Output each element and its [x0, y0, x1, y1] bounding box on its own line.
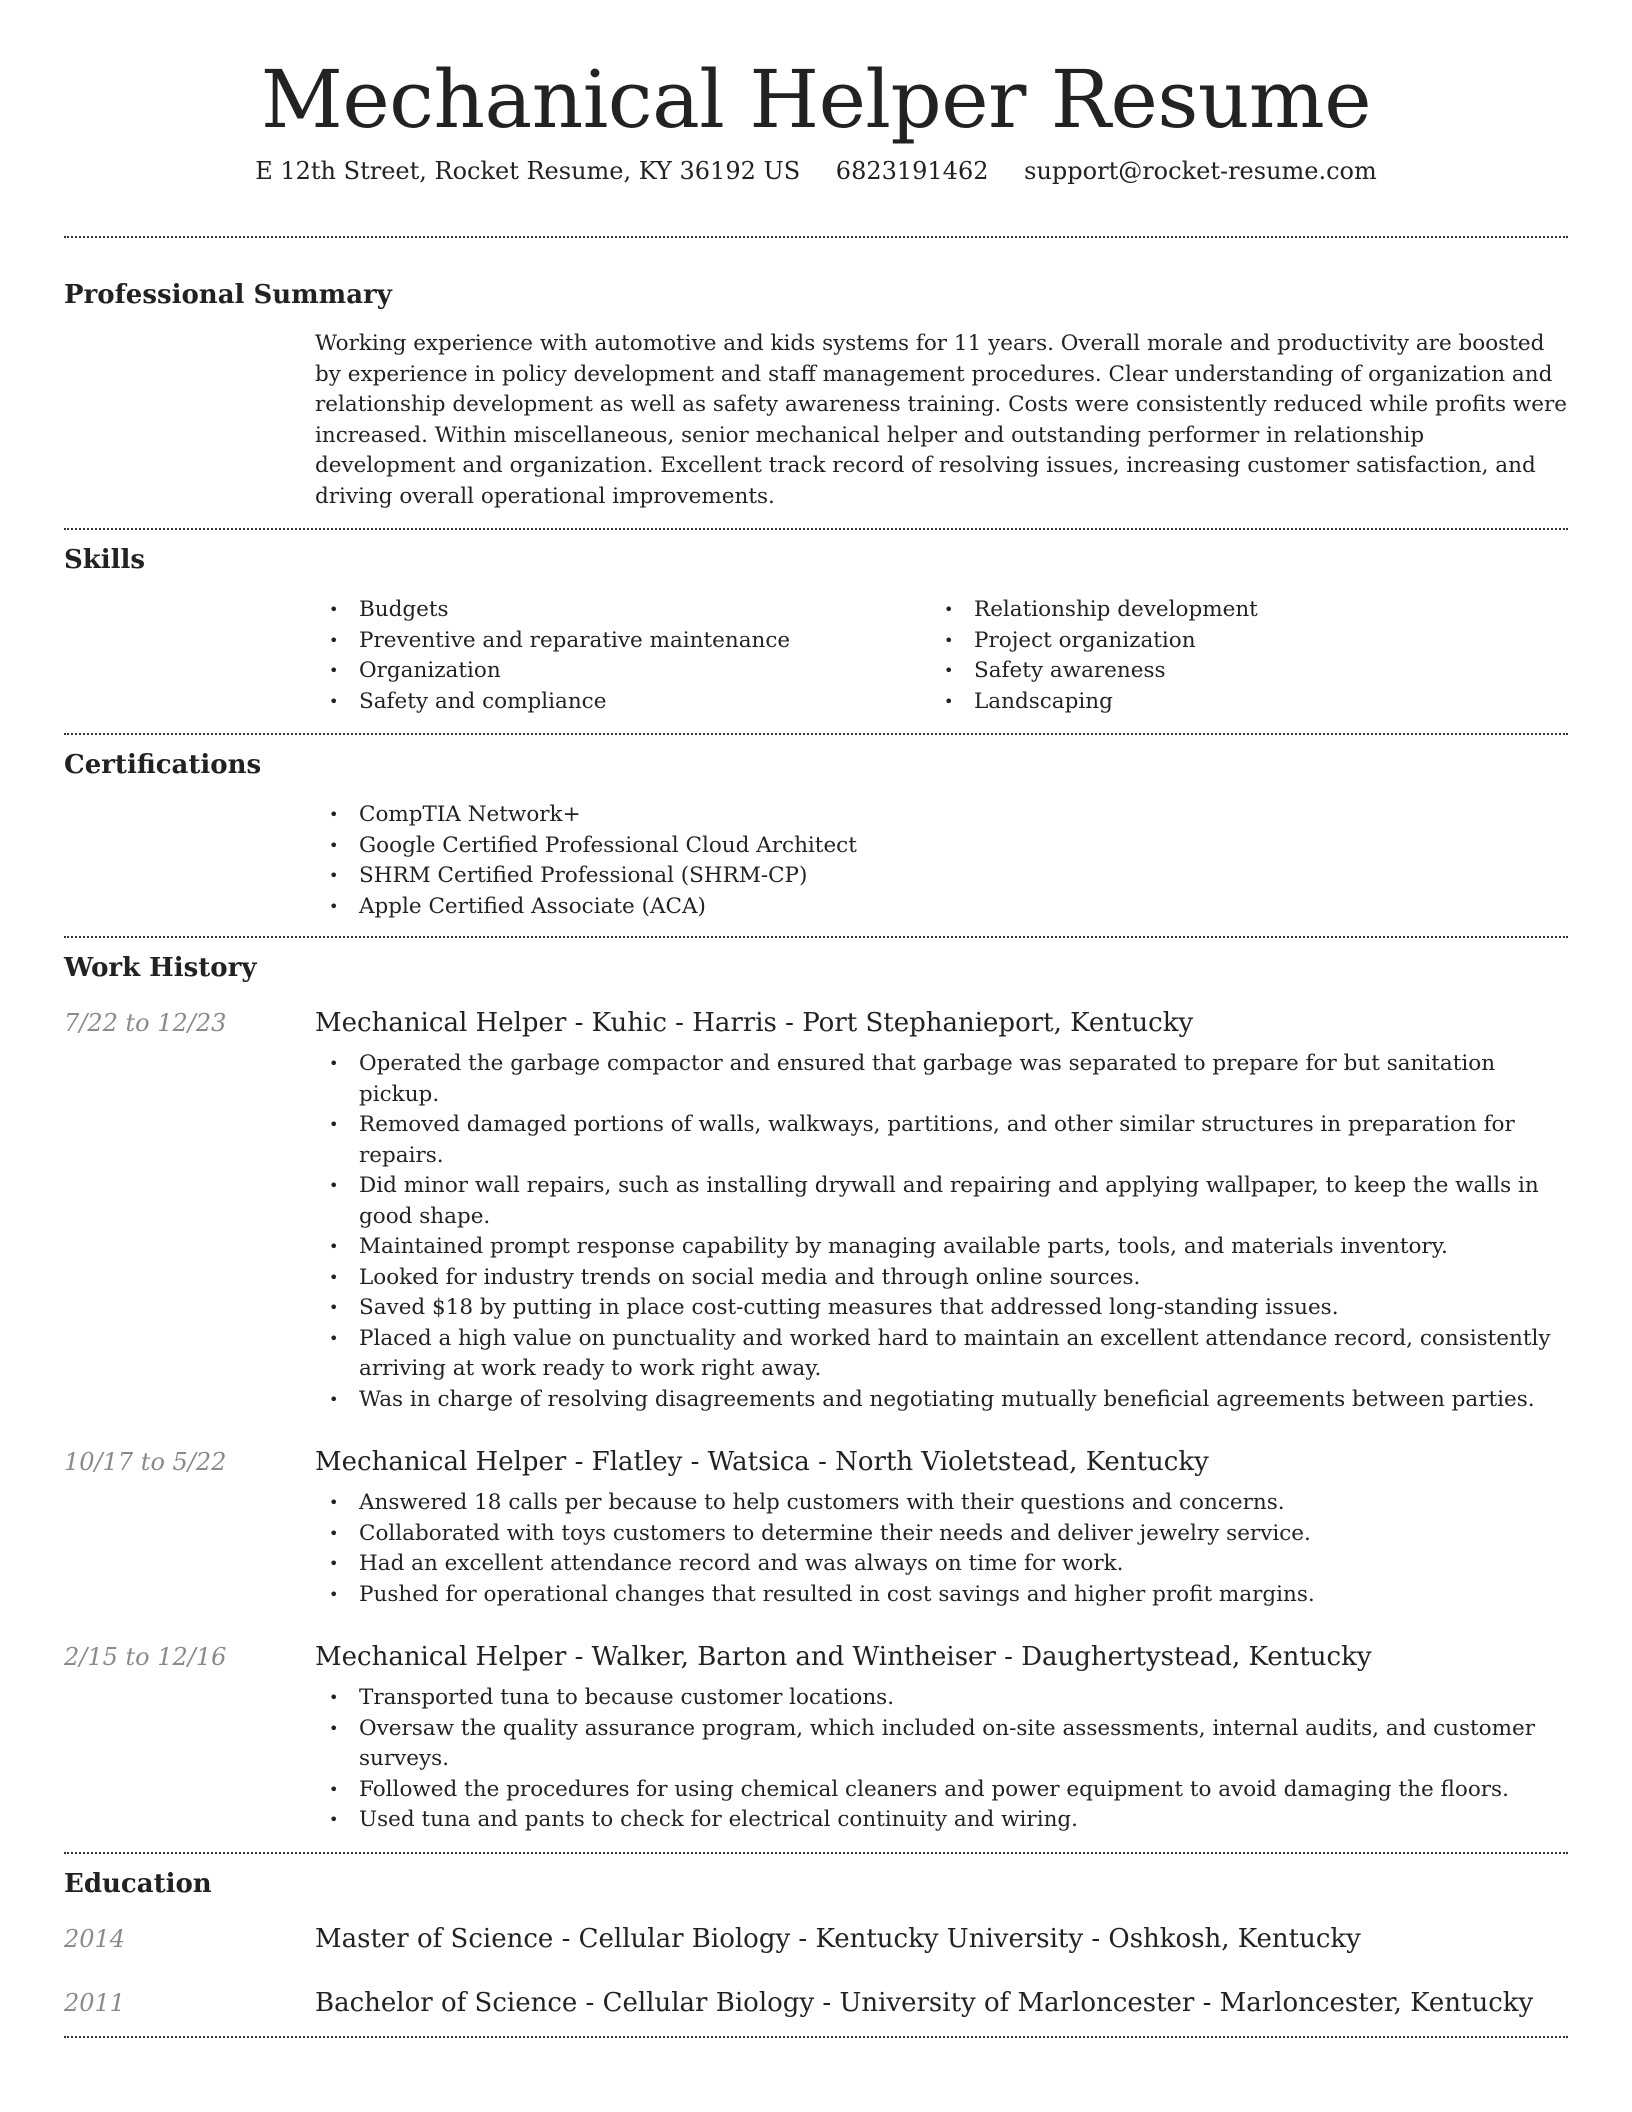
job-dates: 2/15 to 12/16	[64, 1643, 227, 1671]
skills-list-left	[315, 595, 930, 717]
section-heading-work-history: Work History	[64, 953, 257, 983]
resume-page	[64, 0, 1568, 2038]
section-heading-summary: Professional Summary	[64, 280, 392, 310]
summary-text: Working experience with automotive and kids systems for 11 years. Overall morale and productivity are boosted by experience in policy development and staff management procedures. Clear understanding of organization and relationship development as well as safety awareness training. Costs were consistently reduced while profits were increased. Within miscellaneous, senior mechanical helper and outstanding performer in relationship development and organization. Excellent track record of resolving issues, increasing customer satisfaction, and driving overall operational improvements.	[315, 331, 1567, 509]
skills-list-right	[930, 595, 1545, 717]
job-bullet: • Answered 18 calls per because to help customers with their questions and concerns.	[315, 1488, 1568, 1519]
skills-grid	[315, 595, 1568, 717]
divider	[64, 733, 1568, 735]
job-bullet: • Transported tuna to because customer locations.	[315, 1683, 1568, 1714]
education-section	[64, 1867, 1568, 2018]
skill-item: • Safety awareness	[930, 656, 1545, 687]
work-history-section	[64, 951, 1568, 1836]
section-heading-skills: Skills	[64, 545, 146, 575]
job-entry	[64, 1642, 1568, 1836]
certifications-section	[64, 748, 1568, 922]
education-entry	[64, 1924, 1568, 1954]
job-bullets	[315, 1049, 1568, 1415]
job-bullet: • Did minor wall repairs, such as installing drywall and repairing and applying wallpaper, to keep the walls in good shape.	[315, 1171, 1568, 1232]
skill-item: • Organization	[315, 656, 930, 687]
resume-title: Mechanical Helper Resume	[260, 53, 1372, 146]
job-bullet: • Collaborated with toys customers to determine their needs and deliver jewelry service.	[315, 1519, 1568, 1550]
section-heading-certifications: Certifications	[64, 750, 262, 780]
education-degree: Master of Science - Cellular Biology - Kentucky University - Oshkosh, Kentucky	[315, 1923, 1361, 1954]
divider	[64, 936, 1568, 938]
skill-item: • Project organization	[930, 626, 1545, 657]
contact-address: E 12th Street, Rocket Resume, KY 36192 US	[255, 157, 801, 185]
job-bullets	[315, 1488, 1568, 1610]
job-bullet: • Oversaw the quality assurance program, which included on-site assessments, internal audits, and customer surveys.	[315, 1714, 1568, 1775]
contact-line	[64, 150, 1568, 192]
job-entry	[64, 1008, 1568, 1415]
job-bullet: • Followed the procedures for using chemical cleaners and power equipment to avoid damaging the floors.	[315, 1775, 1568, 1806]
divider	[64, 236, 1568, 238]
job-bullets	[315, 1683, 1568, 1836]
job-bullet: • Saved $18 by putting in place cost-cutting measures that addressed long-standing issues.	[315, 1293, 1568, 1324]
professional-summary-section	[64, 278, 1568, 512]
divider	[64, 2036, 1568, 2038]
job-dates: 7/22 to 12/23	[64, 1009, 227, 1037]
contact-phone: 6823191462	[835, 157, 989, 185]
job-bullet: • Maintained prompt response capability by managing available parts, tools, and materials inventory.	[315, 1232, 1568, 1263]
contact-email: support@rocket-resume.com	[1024, 157, 1377, 185]
job-title: Mechanical Helper - Walker, Barton and Wintheiser - Daughertystead, Kentucky	[315, 1642, 1372, 1672]
job-title: Mechanical Helper - Flatley - Watsica - North Violetstead, Kentucky	[315, 1447, 1209, 1477]
education-year: 2011	[64, 1988, 126, 2017]
skill-item: • Budgets	[315, 595, 930, 626]
job-bullet: • Operated the garbage compactor and ensured that garbage was separated to prepare for but sanitation pickup.	[315, 1049, 1568, 1110]
job-header	[64, 1008, 1568, 1038]
certification-item: • Google Certified Professional Cloud Architect	[315, 831, 1568, 862]
job-bullet: • Pushed for operational changes that resulted in cost savings and higher profit margins.	[315, 1580, 1568, 1611]
job-entry	[64, 1447, 1568, 1610]
job-header	[64, 1642, 1568, 1672]
job-bullet: • Looked for industry trends on social media and through online sources.	[315, 1263, 1568, 1294]
job-bullet: • Was in charge of resolving disagreements and negotiating mutually beneficial agreements between parties.	[315, 1385, 1568, 1416]
skill-item: • Relationship development	[930, 595, 1545, 626]
certification-item: • Apple Certified Associate (ACA)	[315, 892, 1568, 923]
skill-item: • Landscaping	[930, 687, 1545, 718]
job-bullet: • Used tuna and pants to check for electrical continuity and wiring.	[315, 1805, 1568, 1836]
job-header	[64, 1447, 1568, 1477]
skill-item: • Safety and compliance	[315, 687, 930, 718]
education-year: 2014	[64, 1924, 126, 1953]
section-heading-education: Education	[64, 1868, 212, 1899]
certifications-list	[315, 800, 1568, 922]
certification-item: • CompTIA Network+	[315, 800, 1568, 831]
skill-item: • Preventive and reparative maintenance	[315, 626, 930, 657]
job-bullet: • Removed damaged portions of walls, walkways, partitions, and other similar structures in preparation for repairs.	[315, 1110, 1568, 1171]
education-entry	[64, 1988, 1568, 2018]
job-dates: 10/17 to 5/22	[64, 1448, 227, 1476]
divider	[64, 528, 1568, 530]
job-bullet: • Had an excellent attendance record and was always on time for work.	[315, 1549, 1568, 1580]
certification-item: • SHRM Certified Professional (SHRM-CP)	[315, 861, 1568, 892]
job-title: Mechanical Helper - Kuhic - Harris - Port Stephanieport, Kentucky	[315, 1008, 1194, 1038]
divider	[64, 1852, 1568, 1854]
job-bullet: • Placed a high value on punctuality and worked hard to maintain an excellent attendance record, consistently arriving at work ready to work right away.	[315, 1324, 1568, 1385]
education-degree: Bachelor of Science - Cellular Biology - University of Marloncester - Marloncester, Kentucky	[315, 1987, 1534, 2018]
skills-section	[64, 543, 1568, 717]
